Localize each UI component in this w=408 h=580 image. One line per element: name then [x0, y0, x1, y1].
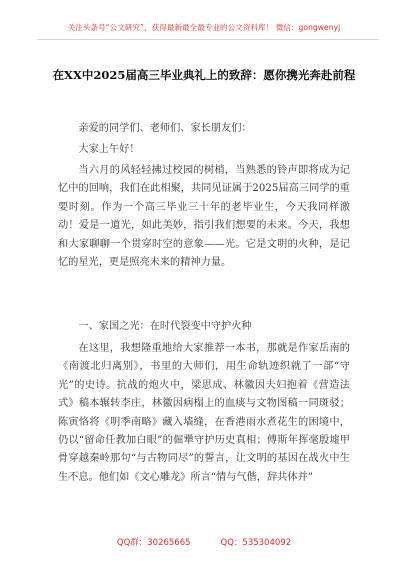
section-heading-block: [58, 318, 350, 336]
paragraph-main: [58, 340, 350, 487]
footer-qq: QQ：535304092: [220, 538, 292, 548]
paragraph-2: 在这里，我想隆重地给大家推荐一本书，那就是作家岳南的《南渡北归离别》，书里的大师们，用生命轨迹织就了一部“守光”的史诗。抗战的炮火中，梁思成、林徽因夫妇抱着《营造法式》稿本辗转李庄，林徽因病榻上的血痰与文物图稿一同斑驳；陈寅恪将《明季南略》藏入墙缝，在香港雨水煮花生的困境中，仍以“留命任教加白眼”的倔犟守护历史真相；傅斯年挥毫殷墟甲骨穿越秦岭那句“与古物同尽”的誓言，让文明的基因在战火中生生不息。他们如《文心雕龙》所言“情与气偕，辞共体并”: [58, 343, 350, 483]
paragraph-1: 当六月的风轻轻拂过校园的树梢，当熟悉的铃声即将成为记忆中的回响，我们在此相聚，共同见证属于2025届高三同学的重要时刻。作为一个高三毕业三十年的老毕业生，今天我同样激动！爱是一道光，如此美妙，指引我们想要的未来。今天，我想和大家聊聊一个贯穿时空的意象——光。它是文明的火种，是记忆的星光，更是照亮未来的精神力量。: [58, 165, 350, 269]
greeting: 大家上午好！: [78, 144, 140, 155]
footer-qq-group: QQ群：30265665: [116, 538, 191, 548]
salutation-block: [58, 120, 350, 138]
greeting-block: [58, 141, 350, 159]
header-note: 关注头条号“公文研究”，获得最新最全最专业的公文资料库！ 微信：gongwenyj: [67, 23, 341, 32]
paragraph-intro: [58, 162, 350, 272]
document-title: 在XX中2025届高三毕业典礼上的致辞：愿你携光奔赴前程: [52, 68, 356, 82]
salutation: 亲爱的同学们、老师们、家长朋友们：: [78, 123, 252, 134]
header-divider: [38, 39, 378, 40]
section-heading: 一、家国之光：在时代裂变中守护火种: [78, 321, 252, 332]
footer-contact: [0, 536, 408, 548]
